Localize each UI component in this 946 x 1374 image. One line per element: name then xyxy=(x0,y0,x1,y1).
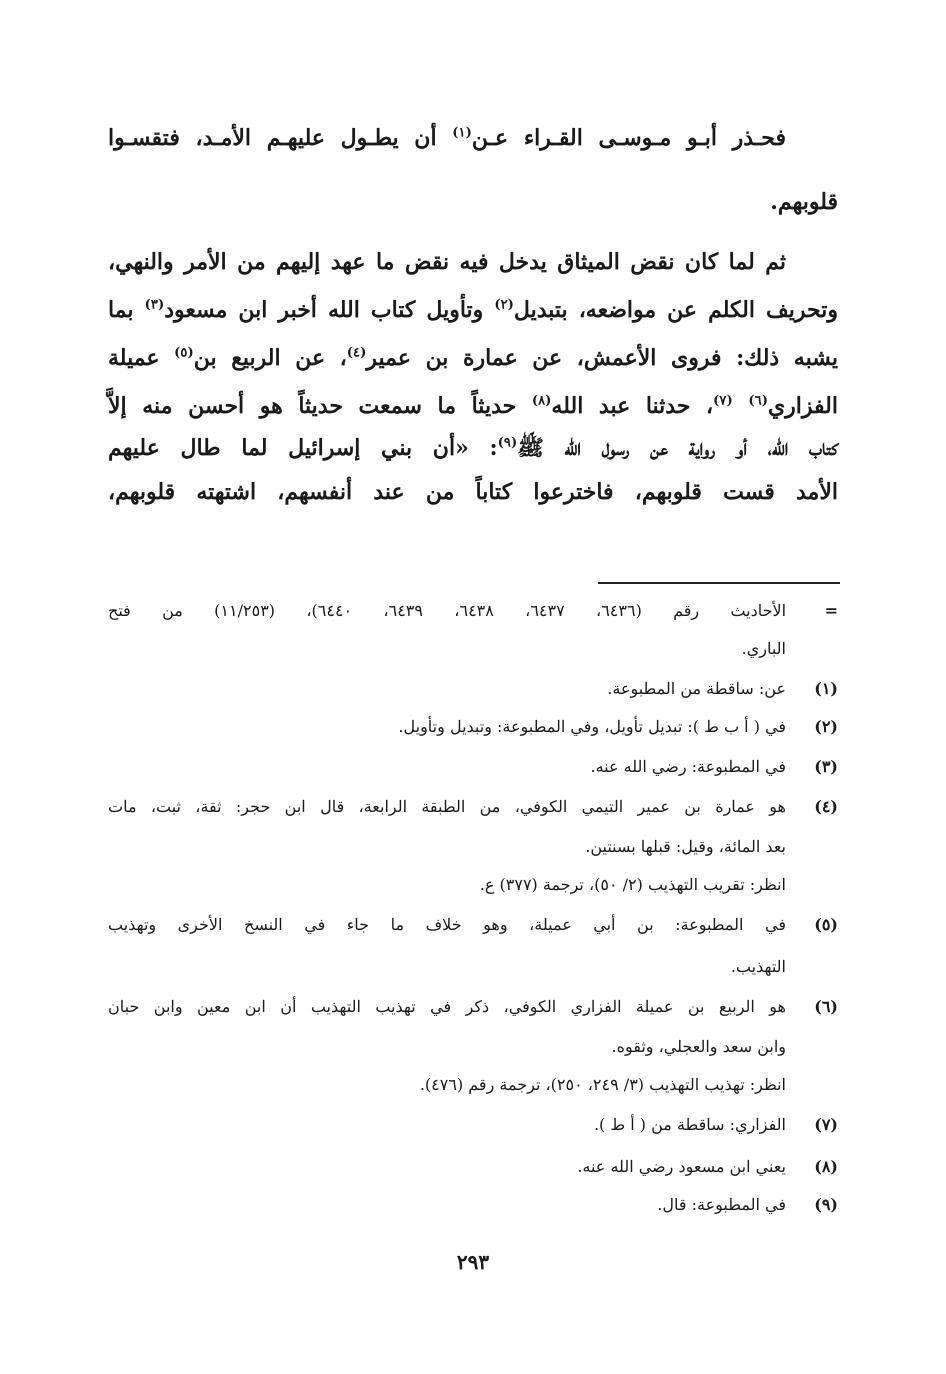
footnote-6-line-2: وابن سعد والعجلي، وثقوه. xyxy=(611,1037,786,1056)
footnote-text: في المطبوعة: قال. xyxy=(657,1195,786,1214)
footnote-text: هو الربيع بن عميلة الفزاري الكوفي، ذكر في تهذيب التهذيب أن ابن معين وابن حبان xyxy=(108,997,786,1016)
footnote-4-line-2: بعد المائة، وقيل: قبلها بسنتين. xyxy=(585,837,786,856)
footnote-text: هو عمارة بن عمير التيمي الكوفي، من الطبقة الرابعة، قال ابن حجر: ثقة، ثبت، مات xyxy=(108,797,786,816)
footnote-text: في المطبوعة: بن أبي عميلة، وهو خلاف ما جاء في النسخ الأخرى وتهذيب xyxy=(108,915,786,934)
footnote-number: (٤) xyxy=(814,797,838,816)
paragraph-2-line-1: ثم لما كان نقض الميثاق يدخل فيه نقض ما عهد إليهم من الأمر والنهي، xyxy=(108,249,786,275)
footnote-number: (٨) xyxy=(814,1157,838,1176)
paragraph-2-line-5: كتاب الله، أو رواية عن رسول الله ﷺ$^{(٩)}$: «أن بني إسرائيل لما طال عليهم xyxy=(108,435,838,461)
footnote-4-line-3: انظر: تقريب التهذيب (٢/ ٥٠)، ترجمة (٣٧٧) ع. xyxy=(479,875,786,894)
footnote-text: يعني ابن مسعود رضي الله عنه. xyxy=(577,1157,786,1176)
continuation-line-2: الباري. xyxy=(741,639,786,658)
paragraph-2-line-3: يشبه ذلك: فروى الأعمش، عن عمارة بن عمير$^{(٤)}$، عن الربيع بن$^{(٥)}$ عميلة xyxy=(108,345,838,371)
footnote-text: في ( أ ب ط ): تبديل تأويل، وفي المطبوعة: وتبديل وتأويل. xyxy=(398,717,786,736)
footnote-number: (٦) xyxy=(814,997,838,1016)
footnote-text: في المطبوعة: رضي الله عنه. xyxy=(590,757,786,776)
footnote-number: (٩) xyxy=(814,1195,838,1214)
continuation-line-1: الأحاديث رقم (٦٤٣٦، ٦٤٣٧، ٦٤٣٨، ٦٤٣٩، ٦٤٤٠)، (١١/٢٥٣) من فتح xyxy=(108,601,787,620)
footnote-text: الفزاري: ساقطة من ( أ ط ). xyxy=(593,1115,786,1134)
footnote-5-line-2: التهذيب. xyxy=(730,957,786,976)
footnote-number: (١) xyxy=(814,679,838,698)
footnote-text: عن: ساقطة من المطبوعة. xyxy=(607,679,786,698)
paragraph-2-line-6: الأمد قست قلوبهم، فاخترعوا كتاباً من عند أنفسهم، اشتهته قلوبهم، xyxy=(108,479,838,505)
footnote-number: (٣) xyxy=(814,757,838,776)
footnote-number: (٥) xyxy=(814,915,838,934)
paragraph-1-line-2: قلوبهم. xyxy=(770,189,838,215)
footnote-6-line-3: انظر: تهذيب التهذيب (٣/ ٢٤٩، ٢٥٠)، ترجمة رقم (٤٧٦). xyxy=(419,1075,786,1094)
footnote-number: (٧) xyxy=(814,1115,838,1134)
footnote-number: (٢) xyxy=(814,717,838,736)
footnote-separator xyxy=(598,582,840,584)
page-number: ٢٩٣ xyxy=(456,1250,490,1274)
paragraph-2-line-2: وتحريف الكلم عن مواضعه، بتبديل$^{(٢)}$ وتأويل كتاب الله أخبر ابن مسعود$^{(٣)}$ بما xyxy=(108,297,838,323)
paragraph-2-line-4: الفزاري$^{(٦)}$ $^{(٧)}$، حدثنا عبد الله$^{(٨)}$ حديثاً ما سمعت حديثاً هو أحسن منه إلاَّ xyxy=(108,393,838,419)
continuation-marker: = xyxy=(824,601,838,620)
paragraph-1-line-1: فحـذر أبـو مـوسـى القـراء عـن$^{(١)}$ أن يطـول عليهـم الأمـد، فتقسـوا xyxy=(108,125,786,151)
